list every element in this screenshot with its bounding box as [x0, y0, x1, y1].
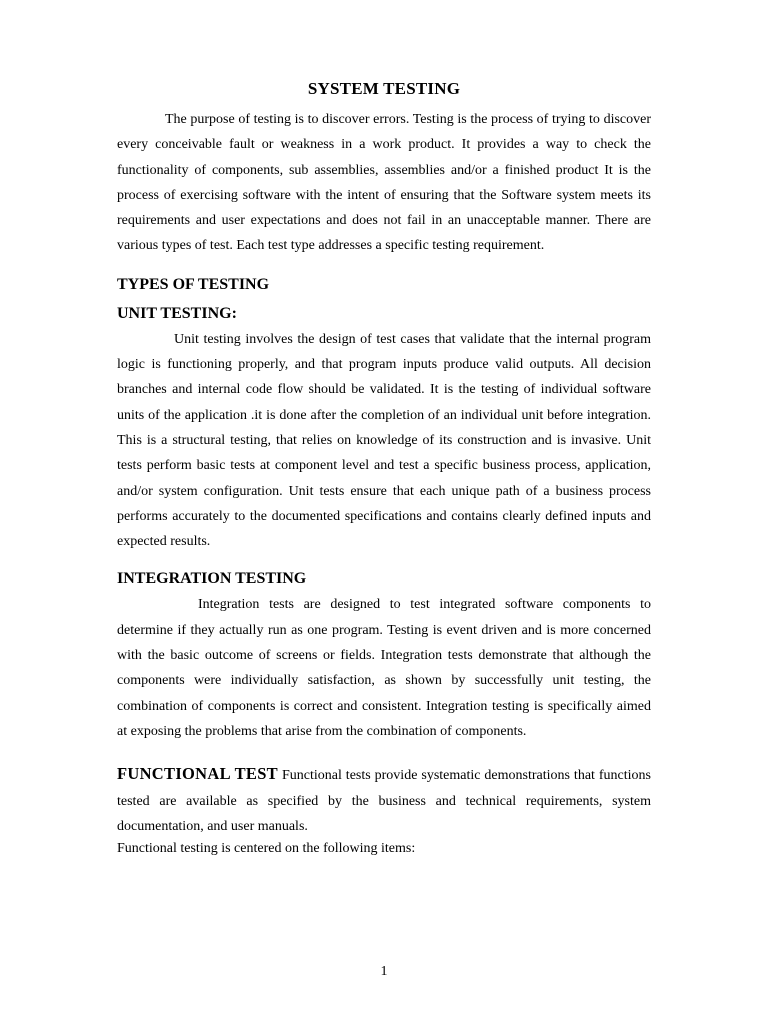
functional-testing-followup: Functional testing is centered on the following items: [117, 841, 416, 857]
integration-testing-heading: INTEGRATION TESTING [117, 570, 307, 588]
types-of-testing-heading: TYPES OF TESTING [117, 275, 270, 293]
intro-paragraph: The purpose of testing is to discover errors. Testing is the process of trying to discover every conceivable fault or weakness in a work product. It provides a way to check the functionality of components, sub assemblies, assemblies and/or a finished product It is the process of exercising software with the intent of ensuring that the Software system meets its requirements and user expectations and does not fail in an unacceptable manner. There are various types of test. Each test type addresses a specific testing requirement. [117, 112, 651, 254]
integration-testing-paragraph: Integration tests are designed to test integrated software components to determine if they actually run as one program. Testing is event driven and is more concerned with the basic outcome of screens or fields. Integration tests demonstrate that although the components were individually satisfaction, as shown by successfully unit testing, the combination of components is correct and consistent. Integration testing is specifically aimed at exposing the problems that arise from the combination of components. [117, 597, 651, 739]
functional-test-heading: FUNCTIONAL TEST [117, 764, 278, 784]
functional-test-section [117, 761, 651, 839]
unit-testing-paragraph: Unit testing involves the design of test cases that validate that the internal program logic is functioning properly, and that program inputs produce valid outputs. All decision branches and internal code flow should be validated. It is the testing of individual software units of the application .it is done after the completion of an individual unit before integration. This is a structural testing, that relies on knowledge of its construction and is invasive. Unit tests perform basic tests at component level and test a specific business process, application, and/or system configuration. Unit tests ensure that each unique path of a business process performs accurately to the documented specifications and contains clearly defined inputs and expected results. [117, 331, 651, 550]
page-title: SYSTEM TESTING [307, 79, 461, 98]
document-body [117, 78, 651, 859]
unit-testing-heading: UNIT TESTING: [117, 304, 237, 322]
functional-test-paragraph: Functional tests provide systematic demonstrations that functions tested are available as specified by the business and technical requirements, system documentation, and user manuals. [117, 768, 651, 834]
page-number: 1 [380, 964, 388, 979]
